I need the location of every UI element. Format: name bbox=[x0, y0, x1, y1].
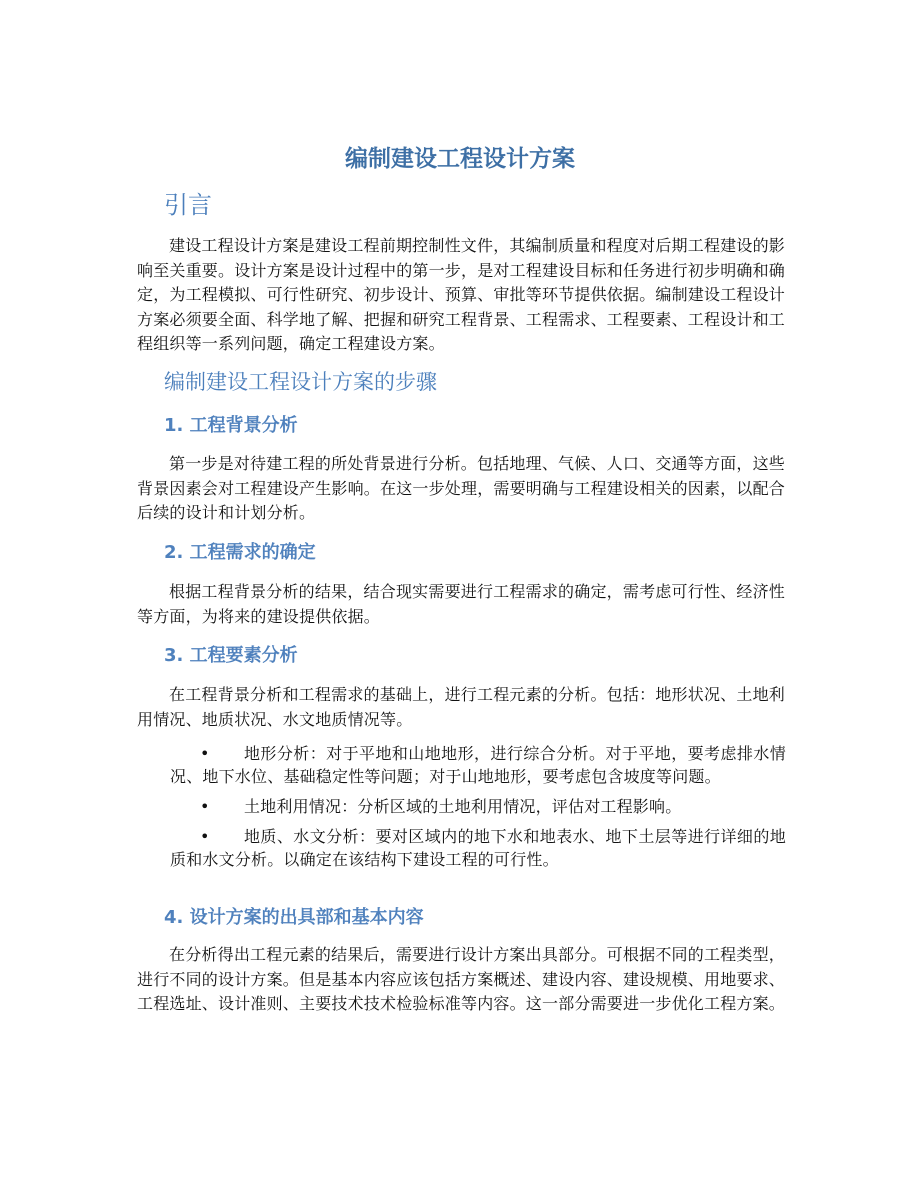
section-2-paragraph: 根据工程背景分析的结果，结合现实需要进行工程需求的确定，需考虑可行性、经济性等方面，为将来的建设提供依据。 bbox=[137, 582, 785, 626]
section-1-paragraph: 第一步是对待建工程的所处背景进行分析。包括地理、气候、人口、交通等方面，这些背景因素会对工程建设产生影响。在这一步处理，需要明确与工程建设相关的因素，以配合后续的设计和计划分析。 bbox=[137, 454, 786, 522]
bullet-marker: • bbox=[200, 827, 210, 846]
section-4-heading: 4. 设计方案的出具部和基本内容 bbox=[164, 907, 424, 928]
section-3-paragraph: 在工程背景分析和工程需求的基础上，进行工程元素的分析。包括：地形状况、土地利用情况、地质状况、水文地质情况等。 bbox=[137, 685, 785, 729]
section-4-paragraph: 在分析得出工程元素的结果后，需要进行设计方案出具部分。可根据不同的工程类型，进行不同的设计方案。但是基本内容应该包括方案概述、建设内容、建设规模、用地要求、工程选址、设计准则、主要技术技术检验标准等内容。这一部分需要进一步优化工程方案。 bbox=[137, 945, 786, 1013]
bullet-text-geology-hydrology: 地质、水文分析：要对区域内的地下水和地表水、地下土层等进行详细的地质和水文分析。以确定在该结构下建设工程的可行性。 bbox=[170, 827, 786, 869]
section-2-heading: 2. 工程需求的确定 bbox=[164, 542, 316, 563]
bullet-marker: • bbox=[200, 797, 210, 816]
intro-heading: 引言 bbox=[164, 191, 212, 219]
document-title: 编制建设工程设计方案 bbox=[345, 146, 575, 172]
bullet-item bbox=[170, 825, 786, 871]
intro-paragraph: 建设工程设计方案是建设工程前期控制性文件，其编制质量和程度对后期工程建设的影响至关重要。设计方案是设计过程中的第一步，是对工程建设目标和任务进行初步明确和确定，为工程模拟、可行性研究、初步设计、预算、审批等环节提供依据。编制建设工程设计方案必须要全面、科学地了解、把握和研究工程背景、工程需求、工程要素、工程设计和工程组织等一系列问题，确定工程建设方案。 bbox=[137, 236, 786, 353]
section-1-heading: 1. 工程背景分析 bbox=[164, 415, 298, 436]
bullet-item bbox=[170, 742, 786, 788]
bullet-marker: • bbox=[200, 744, 210, 763]
section-3-bullet-list bbox=[170, 742, 786, 878]
section-3-heading: 3. 工程要素分析 bbox=[164, 645, 298, 666]
bullet-text-land-use: 土地利用情况：分析区域的土地利用情况，评估对工程影响。 bbox=[244, 797, 682, 816]
steps-heading: 编制建设工程设计方案的步骤 bbox=[164, 370, 437, 394]
bullet-item bbox=[170, 795, 786, 818]
bullet-text-terrain: 地形分析：对于平地和山地地形，进行综合分析。对于平地，要考虑排水情况、地下水位、基础稳定性等问题；对于山地地形，要考虑包含坡度等问题。 bbox=[170, 744, 786, 786]
